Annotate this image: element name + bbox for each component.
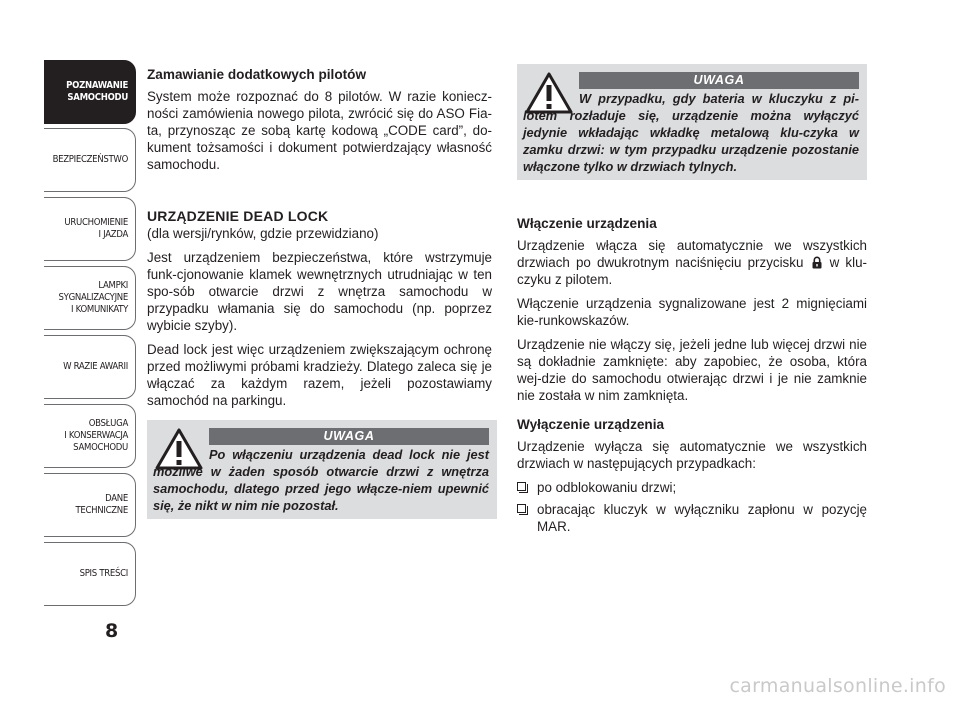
tab-dane-techniczne[interactable]: DANE TECHNICZNE <box>44 473 136 537</box>
enable-text-after: w klu-czyku z pilotem. <box>517 255 867 287</box>
page-number: 8 <box>105 620 119 642</box>
tab-bezpieczenstwo[interactable]: BEZPIECZEŃSTWO <box>44 128 136 192</box>
deadlock-subheading: (dla wersji/rynków, gdzie przewidziano) <box>147 226 379 241</box>
deadlock-paragraph-1: Jest urządzeniem bezpieczeństwa, które wstrzymuje funk-cjonowanie klamek wewnętrznych utrudniając w ten spo-sób otwarcie drzwi z wnętrza samochodu w przypadku włamania się do samochodu (np. poprzez wybicie szyby). <box>147 250 492 333</box>
warning-text: W przypadku, gdy bateria w kluczyku z pi-lotem rozładuje się, urządzenie można wyłączyć jedynie wkładając wkładkę metalową klu-czyka w zamku drzwi: w tym przypadku urządzenie pozostanie włączone tylko w drzwiach tylnych. <box>523 91 859 174</box>
tab-spis-tresci[interactable]: SPIS TREŚCI <box>44 542 136 606</box>
tab-w-razie-awarii[interactable]: W RAZIE AWARII <box>44 335 136 399</box>
deadlock-paragraph-2: Dead lock jest więc urządzeniem zwiększającym ochronę przed możliwymi próbami kradzieży. Dlatego zaleca się je włączać za każdym razem, jeżeli pozostawiamy samochód na parkingu. <box>147 342 492 408</box>
list-item-text: po odblokowaniu drzwi; <box>537 480 677 495</box>
warning-box-deadlock <box>147 420 497 519</box>
enable-paragraph-3: Urządzenie nie włączy się, jeżeli jedne lub więcej drzwi nie są dokładnie zamknięte: aby zapobiec, że osoba, która wej-dzie do samochodu otwierając drzwi i je nie zamknie nie została w nim zamknięta. <box>517 337 867 403</box>
tab-obsluga-i-konserwacja[interactable]: OBSŁUGA I KONSERWACJA SAMOCHODU <box>44 404 136 468</box>
disable-paragraph-1: Urządzenie wyłącza się automatycznie we wszystkich drzwiach w następujących przypadkach: <box>517 439 867 471</box>
lock-icon <box>812 256 822 269</box>
left-column <box>147 66 492 416</box>
watermark: carmanualsonline.info <box>729 675 946 697</box>
tab-uruchomienie-i-jazda[interactable]: URUCHOMIENIE I JAZDA <box>44 197 136 261</box>
checkbox-bullet-icon <box>517 504 526 513</box>
right-column <box>517 215 867 540</box>
tab-poznawanie-samochodu[interactable]: POZNAWANIE SAMOCHODU <box>44 60 136 124</box>
disable-heading: Wyłączenie urządzenia <box>517 417 665 432</box>
warning-box-battery <box>517 64 867 180</box>
tab-lampki-sygnalizacyjne[interactable]: LAMPKI SYGNALIZACYJNE I KOMUNIKATY <box>44 266 136 330</box>
list-item <box>517 501 867 535</box>
warning-text: Po włączeniu urządzenia dead lock nie jest możliwe w żaden sposób otwarcie drzwi z wnętrza samochodu, dlatego przed jego włącze-niem upewnić się, że nikt w nim nie pozostał. <box>153 447 489 513</box>
disable-conditions-list <box>517 479 867 535</box>
enable-paragraph-1 <box>517 237 867 288</box>
list-item <box>517 479 867 496</box>
checkbox-bullet-icon <box>517 482 526 491</box>
warning-label: UWAGA <box>579 72 859 89</box>
enable-heading: Włączenie urządzenia <box>517 216 657 231</box>
enable-paragraph-2: Włączenie urządzenia sygnalizowane jest 2 mignięciami kie-runkowskazów. <box>517 296 867 328</box>
list-item-text: obracając kluczyk w wyłączniku zapłonu w pozycję MAR. <box>537 502 867 534</box>
warning-label: UWAGA <box>209 428 489 445</box>
deadlock-heading: URZĄDZENIE DEAD LOCK <box>147 208 329 224</box>
enable-text-before: Urządzenie włącza się automatycznie we wszystkich drzwiach po dwukrotnym naciśnięciu przycisku <box>517 238 867 270</box>
pilots-heading: Zamawianie dodatkowych pilotów <box>147 67 367 82</box>
pilots-text: System może rozpoznać do 8 pilotów. W razie koniecz-ności zamówienia nowego pilota, zwrócić się do ASO Fia-ta, przynosząc ze sobą kartę kodową „CODE card”, do-kument tożsamości i dokument potwierdzający własność samochodu. <box>147 89 492 172</box>
